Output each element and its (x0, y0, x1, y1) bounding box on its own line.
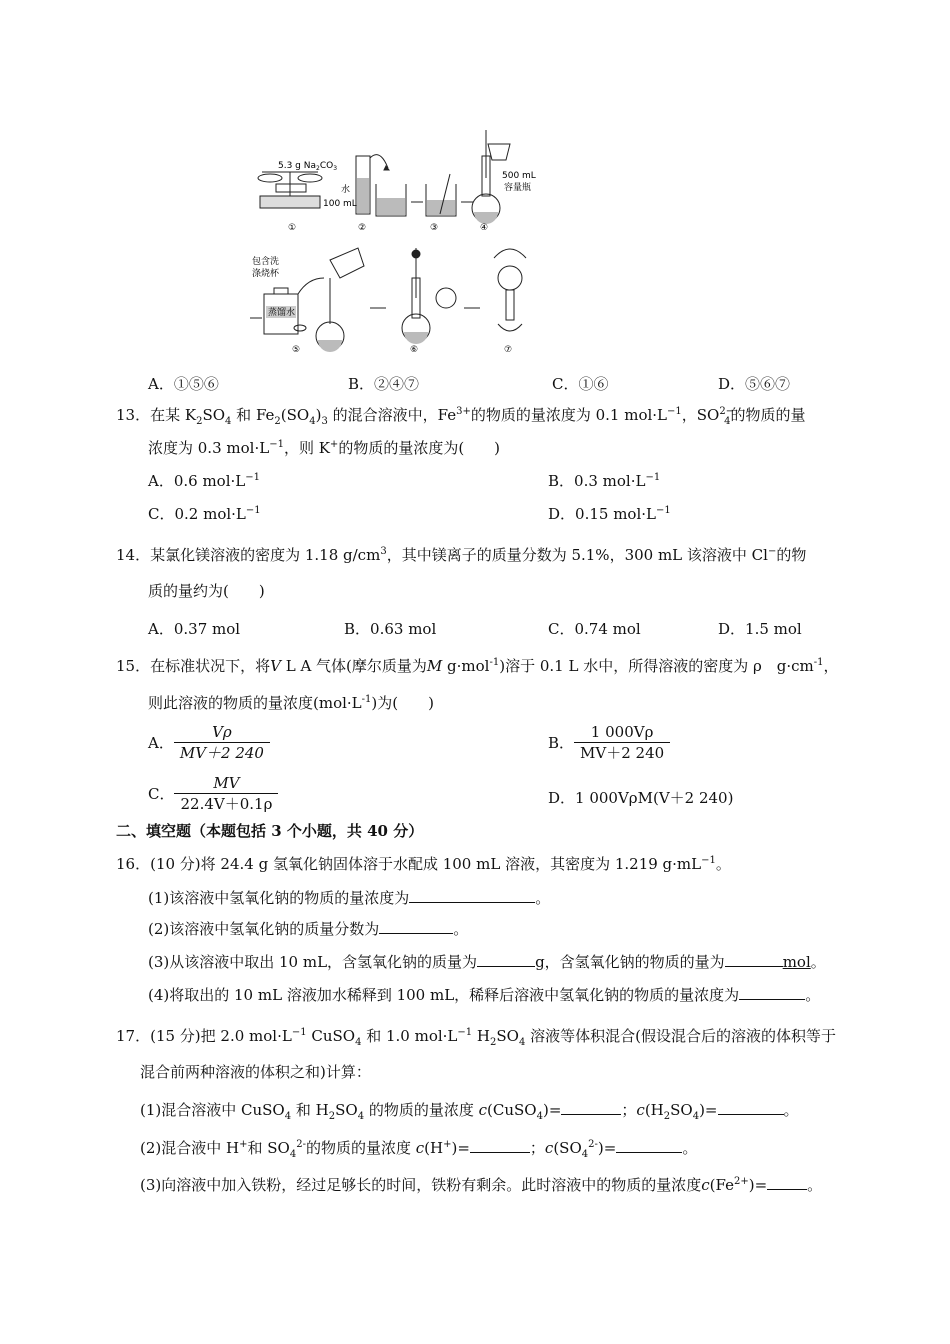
q12-option-d: D．⑤⑥⑦ (718, 375, 791, 393)
answer-blank[interactable] (616, 1138, 682, 1153)
q15-option-a: A． $\frac{V\rho}{MV+2 240}$ (148, 722, 270, 763)
answer-blank[interactable] (739, 985, 805, 1000)
q14-stem-line2: 质的量约为( ) (148, 582, 265, 600)
answer-blank[interactable] (477, 952, 535, 967)
q17-stem-line2: 混合前两种溶液的体积之和)计算： (140, 1063, 371, 1081)
bottle-label: 蒸馏水 (268, 308, 296, 318)
q12-option-c: C．①⑥ (552, 375, 609, 393)
q15-stem-line1: 15．在标准状况下，将V L A 气体(摩尔质量为M g·mol$^{-1}$)溶于 0.1 L 水中，所得溶液的密度为 ρ $g\cdot cm^{-1}$， (116, 657, 839, 675)
q17-stem-line1: 17．(15 分)把 2.0 $mol\cdot L^{-1}$ CuSO$_4$ 和 1.0 $mol\cdot L^{-1}$ $H_2SO_4$ 溶液等体积混合(假设混合后的溶液的体积等于 (116, 1027, 836, 1048)
answer-blank[interactable] (718, 1100, 784, 1115)
q16-part3: (3)从该溶液中取出 10 mL，含氢氧化钠的质量为 g，含氢氧化钠的物质的量为 mol。 (148, 953, 826, 971)
q16-stem: 16．(10 分)将 24.4 g 氢氧化钠固体溶于水配成 100 mL 溶液，其密度为 1.219 $g\cdot mL^{-1}$。 (116, 855, 731, 873)
q16-part1: (1)该溶液中氢氧化钠的物质的量浓度为 。 (148, 889, 551, 907)
step-number: ① (288, 223, 297, 233)
q16-part2: (2)该溶液中氢氧化钠的质量分数为 。 (148, 920, 469, 938)
q15-option-d: D．1 000VρM(V＋2 240) (548, 789, 734, 807)
answer-blank[interactable] (379, 919, 453, 934)
q12-option-b: B．②④⑦ (348, 375, 420, 393)
lab-procedure-figure (248, 128, 548, 358)
wash-label-2: 涤烧杯 (252, 269, 280, 279)
step-number: ⑤ (292, 345, 301, 355)
water-label: 水 (341, 185, 351, 195)
transfer-step-5 (294, 248, 364, 352)
step-number: ⑦ (504, 345, 513, 355)
wash-label-1: 包含洗 (252, 257, 280, 267)
mass-label: 5.3 g $Na_2CO_3$ (278, 161, 338, 172)
flask-volume-label: 500 mL (502, 171, 536, 181)
q16-part4: (4)将取出的 10 mL 溶液加水稀释到 100 mL，稀释后溶液中氢氧化钠的物质的量浓度为 。 (148, 986, 821, 1004)
q13-stem-line2: 浓度为 0.3 $mol\cdot L^{-1}$，则 K+的物质的量浓度为( ) (148, 439, 501, 457)
q14-option-c: C．0.74 mol (548, 620, 641, 638)
step-number: ⑥ (410, 345, 419, 355)
q13-stem-line1: 13．在某 $K_2SO_4$ 和 $Fe_2(SO_4)_3$ 的混合溶液中，$Fe^{3+}$的物质的量浓度为 0.1 $mol\cdot L^{-1}$，$SO^{2-}_4$的物质的量 (116, 406, 806, 427)
q14-option-d: D．1.5 mol (718, 620, 802, 638)
q17-part3: (3)向溶液中加入铁粉，经过足够长的时间，铁粉有剩余。此时溶液中的物质的量浓度$c(Fe^{2+})=$ 。 (140, 1176, 823, 1194)
q17-part2: (2)混合液中 H+和 $SO_4^{2-}$的物质的量浓度 c(H+)= ；$c(SO_4^{2-})=$ 。 (140, 1139, 698, 1160)
invert-step-7 (494, 249, 526, 331)
step-number: ④ (480, 223, 489, 233)
q12-option-a: A．①⑤⑥ (148, 375, 219, 393)
volume-label: 100 mL (323, 199, 357, 209)
answer-blank[interactable] (767, 1175, 807, 1190)
q15-option-b: B． $\frac{1 000V\rho}{MV+2 240}$ (548, 722, 670, 763)
q14-stem-line1: 14．某氯化镁溶液的密度为 1.18 $g/cm^3$，其中镁离子的质量分数为 5.1%，300 mL 该溶液中 Cl−的物 (116, 546, 807, 564)
q13-option-a: A．0.6 $mol\cdot L^{-1}$ (148, 472, 260, 490)
q13-option-d: D．0.15 $mol\cdot L^{-1}$ (548, 505, 671, 523)
beaker-step-2 (376, 184, 406, 216)
answer-blank[interactable] (561, 1100, 621, 1115)
q13-option-c: C．0.2 $mol\cdot L^{-1}$ (148, 505, 261, 523)
q15-stem-line2: 则此溶液的物质的量浓度$(mol\cdot L^{-1})$为( ) (148, 694, 434, 712)
q14-option-b: B．0.63 mol (344, 620, 437, 638)
q13-option-b: B．0.3 $mol\cdot L^{-1}$ (548, 472, 661, 490)
dropper-step-6 (402, 248, 456, 344)
q17-part1: (1)混合溶液中 CuSO$_4$ 和 $H_2SO_4$ 的物质的量浓度 c(CuSO$_4$)= ；$c(H_2SO_4)=$ 。 (140, 1101, 799, 1122)
section-heading: 二、填空题（本题包括 3 个小题，共 40 分） (116, 822, 424, 840)
answer-blank[interactable] (725, 952, 783, 967)
q15-option-c: C． $\frac{MV}{22.4V+0.1\rho}$ (148, 773, 278, 814)
beaker-step-3 (426, 174, 456, 216)
answer-blank[interactable] (470, 1138, 530, 1153)
balance-diagram (258, 172, 322, 208)
step-number: ③ (430, 223, 439, 233)
q14-option-a: A．0.37 mol (148, 620, 241, 638)
flask-name-label: 容量瓶 (504, 183, 532, 193)
step-number: ② (358, 223, 367, 233)
answer-blank[interactable] (409, 888, 535, 903)
